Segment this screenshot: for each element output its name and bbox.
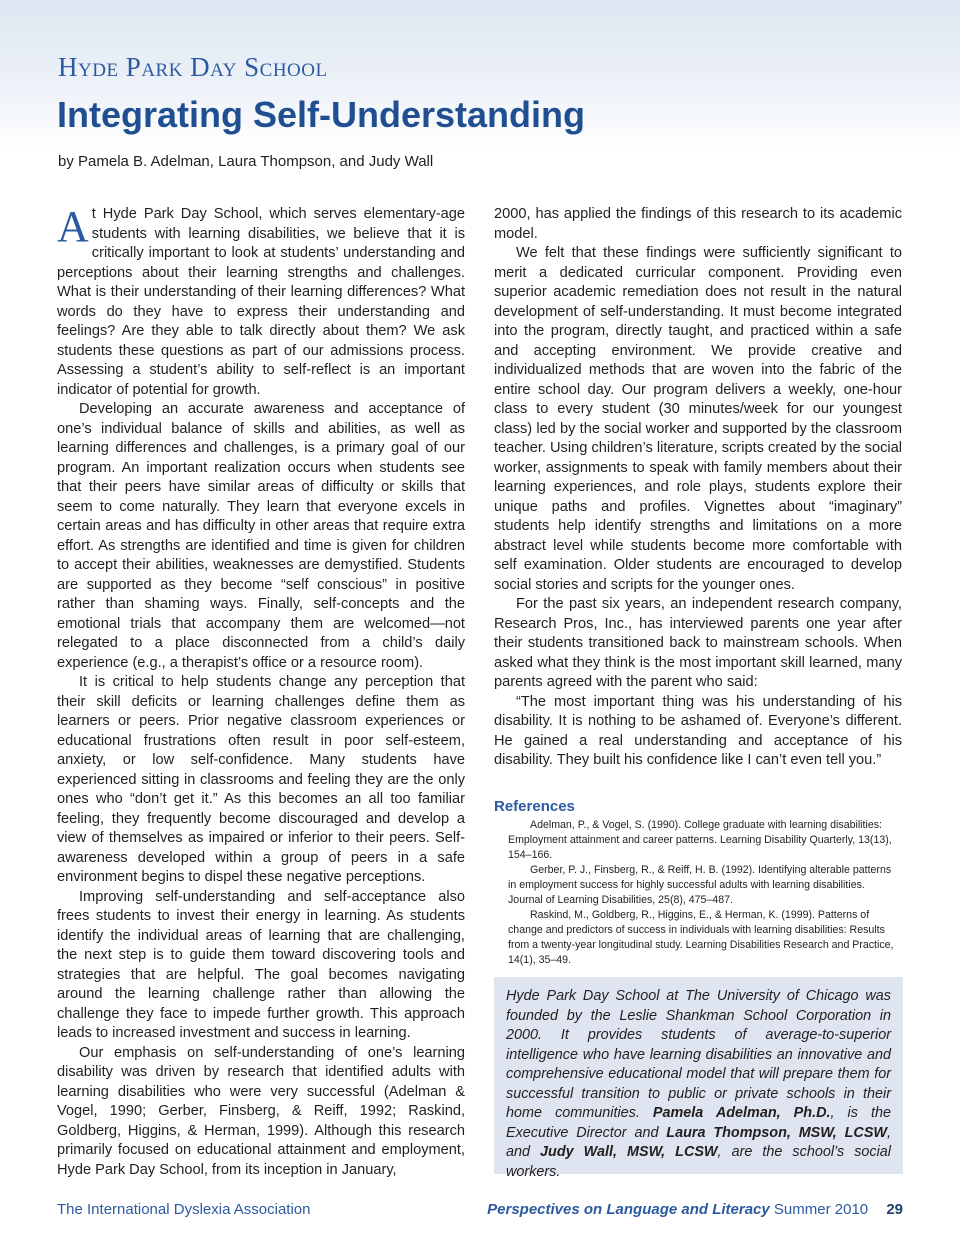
paragraph-1 [57, 202, 465, 400]
paragraph-6: 2000, has applied the findings of this research to its academic model. [494, 206, 902, 242]
bio-text-1: Hyde Park Day School at The University of Chicago was founded by the Leslie Shankman School Corporation in 2000. It provides students of average-to-superior intelligence who have learning disabilities an innovative and comprehensive educational model that will prepare them for successful transition to public or private schools in their home communities. [506, 988, 891, 1121]
reference-item: Adelman, P., & Vogel, S. (1990). College graduate with learning disabilities: Employment attainment and career patterns. Learning Disability Quarterly, 13(13), 154–166. [508, 819, 892, 861]
paragraph-3: It is critical to help students change any perception that their skill deficits or learning challenges define them as learners or peers. Prior negative classroom experiences or educational frustrations often result in poor self-esteem, anxiety, or low self-confidence. Many students have experienced sitting in classrooms and feeling they are the only ones who “don’t get it.” As this becomes an all too familiar feeling, they frequently become discouraged and develop a view of themselves as impaired or inferior to their peers. Self-awareness developed within a group of peers in a safe environment begins to dispel these negative perceptions. [57, 674, 465, 885]
column-right [494, 205, 902, 968]
references-heading: References [494, 797, 575, 815]
bio-text-2: , is the Executive Director and [506, 1105, 891, 1141]
paragraph-8: For the past six years, an independent research company, Research Pros, Inc., has interviewed parents one year after their students transitioned back to mainstream schools. When asked what they think is the most important skill learned, many parents agreed with the parent who said: [494, 596, 902, 690]
article-title: Integrating Self-Understanding [57, 94, 586, 135]
reference-item: Gerber, P. J., Finsberg, R., & Reiff, H. B. (1992). Identifying alterable patterns in employment success for highly successful adults with learning disabilities. Journal of Learning Disabilities, 25(8), 475–487. [508, 864, 892, 906]
footer-journal-info [487, 1201, 903, 1218]
drop-cap: A [57, 202, 89, 251]
bio-text-3: , and [506, 1124, 891, 1160]
school-name: Hyde Park Day School [58, 52, 328, 82]
bio-text-4: , are the school’s social workers. [506, 1144, 891, 1180]
parent-quote: “The most important thing was his understanding of his disability. It is nothing to be ashamed of. Everyone’s different. He gained a real understanding and acceptance of his disability. They built his confidence like I can’t even tell you.” [494, 693, 902, 768]
bio-name-wall: Judy Wall, MSW, LCSW [540, 1144, 718, 1160]
paragraph-5: Our emphasis on self-understanding of one’s learning disability was driven by research that identified adults with learning disabilities who were very successful (Adelman & Vogel, 1990; Gerber, Finsberg, & Reiff, 1992; Raskind, Goldberg, Higgins, & Herman, 1999). Although this research primarily focused on educational attainment and employment, Hyde Park Day School, from its inception in January, [57, 1044, 465, 1178]
bio-name-adelman: Pamela Adelman, Ph.D. [652, 1105, 831, 1121]
paragraph-7: We felt that these findings were sufficiently significant to merit a dedicated curricular component. Providing even superior academic remediation does not result in the natural development of self-understanding. It must become integrated into the program, directly taught, and practiced within a safe and accepting environment. We provide creative and individualized methods that are woven into the fabric of the entire school day. Our program delivers a weekly, one-hour class to every student (30 minutes/week for our youngest class) led by the social worker and supported by the classroom teacher. Using children’s literature, scripts created by the social worker, assignments to speak with family members about their learning experiences, and role plays, students explore their unique paths and profiles. Vignettes about “imaginary” students help identify strengths and limitations on a more abstract level while students become more comfortable with self examination. Older students are encouraged to develop social stories and scripts for the younger ones. [494, 245, 902, 593]
paragraph-1-text: t Hyde Park Day School, which serves elementary-age students with learning disabilities, we believe that it is critically important to look at students’ understanding and perceptions about their learning strengths and challenges. What is their understanding of their learning differences? What words do they have to express their understanding and feelings? Are they able to talk directly about them? We ask students these questions as part of our admissions process. Assessing a student’s ability to self-reflect is an important indicator of potential for growth. [57, 206, 465, 398]
footer-organization: The International Dyslexia Association [57, 1201, 311, 1218]
byline: by Pamela B. Adelman, Laura Thompson, and Judy Wall [58, 153, 434, 170]
page-number: 29 [886, 1201, 903, 1218]
author-bio-box [494, 977, 903, 1180]
journal-issue: Summer 2010 [773, 1201, 869, 1218]
bio-name-thompson: Laura Thompson, MSW, LCSW [666, 1124, 887, 1141]
journal-title: Perspectives on Language and Literacy [487, 1201, 770, 1218]
paragraph-4: Improving self-understanding and self-acceptance also frees students to invest their energy in learning. As students identify the individual areas of learning that are challenging, the next step is to guide them toward discovering tools and strategies that are helpful. The goal becomes navigating around the learning challenge rather than allowing the challenge they face to impede further growth. This approach leads to increased investment and success in learning. [57, 888, 465, 1041]
paragraph-2: Developing an accurate awareness and acceptance of one’s individual balance of skills and abilities, as well as learning differences and challenges, is a primary goal of our program. An important realization occurs when students see that their peers have similar areas of difficulty or skills that seem to come naturally. They learn that everyone excels in certain areas and has difficulty in other areas that require extra effort. As strengths are identified and time is given for children to accept their abilities, weaknesses are demystified. Students are supported as they become “self conscious” in positive rather than shaming ways. Finally, self-concepts and the emotional trials that accompany them are welcomed—not relegated to a place disconnected from a child’s daily experience (e.g., a therapist’s office or a resource room). [57, 401, 465, 671]
reference-item: Raskind, M., Goldberg, R., Higgins, E., & Herman, K. (1999). Patterns of change and predictors of success in individuals with learning disabilities: Results from a twenty-year longitudinal study. Learning Disabilities Research and Practice, 14(1), 35–49. [508, 909, 894, 966]
column-left [57, 202, 465, 1180]
